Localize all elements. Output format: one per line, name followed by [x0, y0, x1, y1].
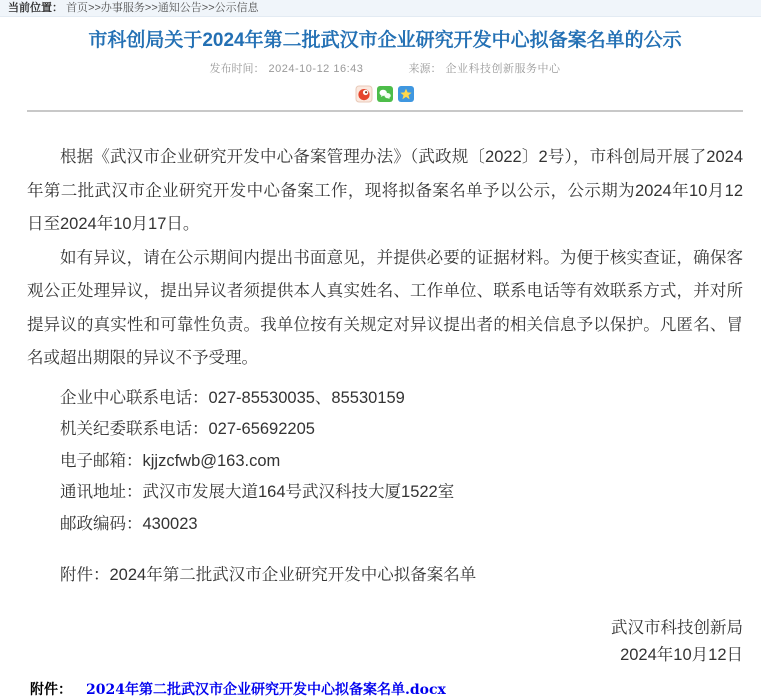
footer-attachment [0, 680, 761, 700]
article-body [27, 141, 743, 669]
share-buttons [27, 86, 743, 102]
breadcrumb-separator: >> [88, 2, 101, 14]
publish-time-label: 发布时间： [209, 63, 265, 75]
breadcrumb [0, 0, 761, 17]
wechat-share-icon[interactable] [377, 86, 393, 102]
breadcrumb-separator: >> [201, 2, 215, 14]
contact-postcode: 邮政编码：430023 [60, 514, 198, 533]
signature-block [27, 615, 743, 669]
contact-address: 通讯地址：武汉市发展大道164号武汉科技大厦1522室 [60, 483, 455, 501]
contact-phone-center: 企业中心联系电话：027-85530035、85530159 [60, 388, 405, 407]
breadcrumb-link-services[interactable]: 办事服务 [100, 2, 145, 14]
contact-phone-discipline: 机关纪委联系电话：027-65692205 [60, 420, 315, 438]
paragraph: 根据《武汉市企业研究开发中心备案管理办法》（武政规〔2022〕2号），市科创局开展了2024年第二批武汉市企业研究开发中心备案工作，现将拟备案名单予以公示，公示期为2024年10月12日至2024年10月17日。 [27, 148, 743, 233]
source-value: 企业科技创新服务中心 [445, 63, 561, 75]
signature-date: 2024年10月12日 [620, 646, 743, 664]
publish-time-value: 2024-10-12 16:43 [268, 63, 364, 75]
breadcrumb-link-public-info[interactable]: 公示信息 [214, 2, 259, 14]
attachment-mention: 附件：2024年第二批武汉市企业研究开发中心拟备案名单 [60, 566, 477, 584]
breadcrumb-separator: >> [144, 2, 158, 14]
article [0, 27, 761, 669]
contact-email: 电子邮箱：kjjzcfwb@163.com [60, 451, 281, 470]
weibo-share-icon[interactable] [356, 86, 372, 102]
footer-attachment-label: 附件： [30, 682, 72, 698]
signature-org: 武汉市科技创新局 [611, 619, 743, 637]
breadcrumb-link-notices[interactable]: 通知公告 [157, 2, 202, 14]
page-title: 市科创局关于2024年第二批武汉市企业研究开发中心拟备案名单的公示 [88, 30, 682, 51]
source-label: 来源： [408, 63, 442, 75]
breadcrumb-link-home[interactable]: 首页 [66, 2, 89, 14]
attachment-docx-link[interactable]: 2024年第二批武汉市企业研究开发中心拟备案名单.docx [86, 682, 446, 698]
header-divider [27, 110, 743, 112]
article-meta [27, 62, 743, 77]
qzone-share-icon[interactable] [398, 86, 414, 102]
paragraph: 如有异议，请在公示期间内提出书面意见，并提供必要的证据材料。为便于核实查证，确保客观公正处理异议，提出异议者须提供本人真实姓名、工作单位、联系电话等有效联系方式，并对所提异议的真实性和可靠性负责。我单位按有关规定对异议提出者的相关信息予以保护。凡匿名、冒名或超出期限的异议不予受理。 [27, 248, 743, 367]
contact-block [27, 383, 743, 541]
breadcrumb-label: 当前位置： [8, 2, 63, 14]
